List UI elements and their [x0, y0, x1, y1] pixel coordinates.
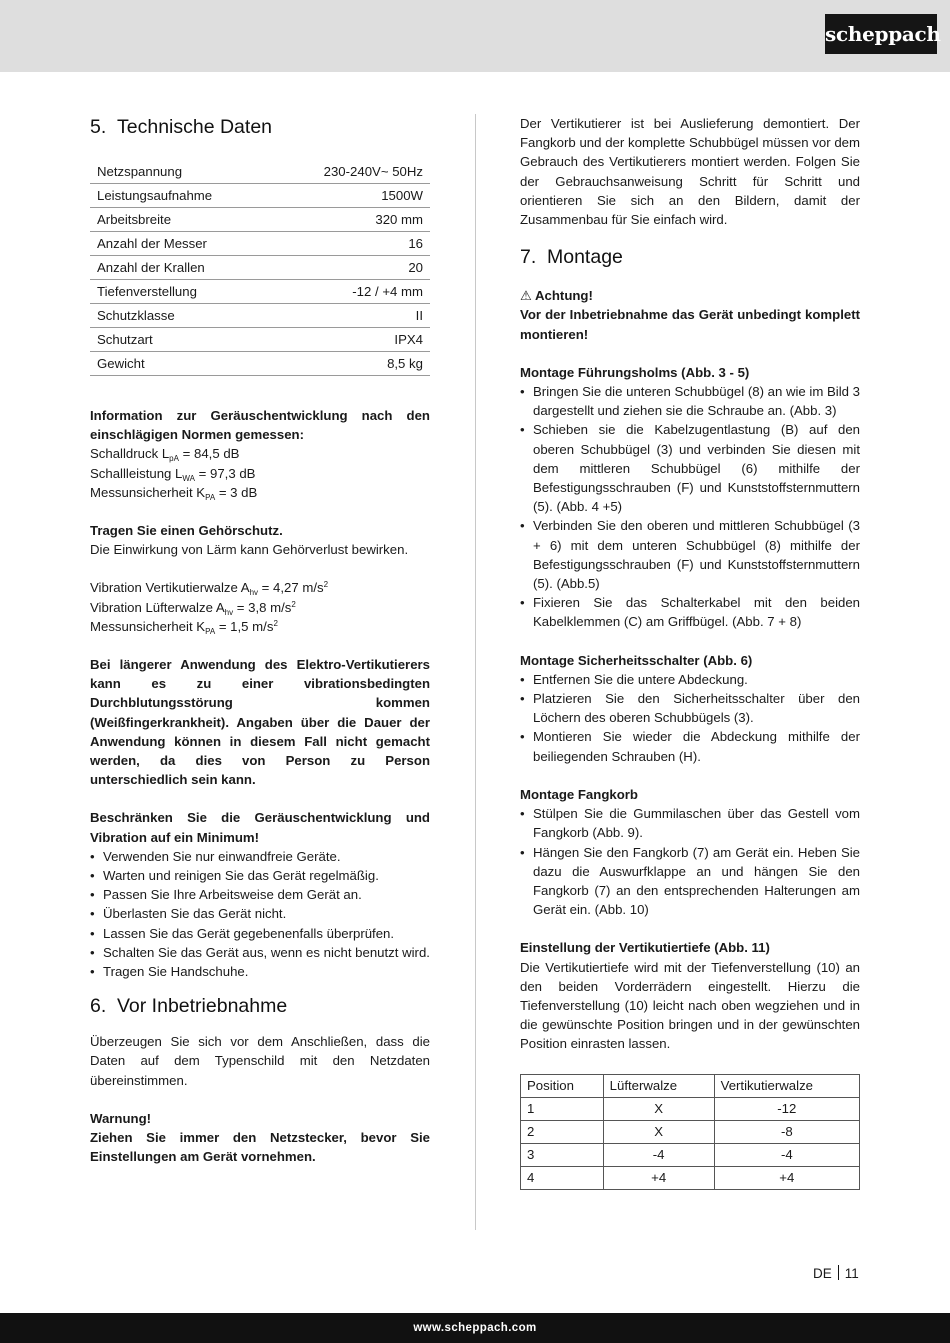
scheppach-logo: scheppach — [825, 14, 937, 54]
spec-label: Schutzklasse — [90, 304, 271, 328]
spec-value: 20 — [271, 256, 430, 280]
vibration-line: Messunsicherheit $K_{PA} = 1,5$ $m/s^2$ — [90, 618, 278, 636]
table-cell: +4 — [714, 1166, 859, 1189]
table-header-row — [521, 1074, 860, 1097]
section-6-text: Überzeugen Sie sich vor dem Anschließen, dass die Daten auf dem Typenschild mit den Netzdaten übereinstimmen. — [90, 1034, 430, 1088]
vibration-line: Vibration Vertikutierwalze $A_{hv} = 4,27$ $m/s^2$ — [90, 580, 329, 598]
list-item: • Tragen Sie Handschuhe. — [90, 962, 430, 981]
spec-row — [90, 304, 430, 328]
spec-row — [90, 280, 430, 304]
spec-label: Tiefenverstellung — [90, 280, 271, 304]
table-cell: -4 — [714, 1143, 859, 1166]
spec-value: IPX4 — [271, 328, 430, 352]
noise-line: Schallleistung $L_{WA} = 97,3$ dB — [90, 465, 256, 483]
limit-heading: Beschränken Sie die Geräuschentwicklung und Vibration auf ein Minimum! — [90, 810, 430, 845]
list-item: • Stülpen Sie die Gummilaschen über das Gestell vom Fangkorb (Abb. 9). — [520, 804, 860, 842]
table-row — [521, 1143, 860, 1166]
section-5-heading: 5. Technische Daten — [90, 116, 273, 138]
column-divider — [475, 114, 476, 1230]
table-cell: X — [603, 1120, 714, 1143]
page-number-separator — [838, 1265, 839, 1280]
section-6-heading: 6. Vor Inbetriebnahme — [90, 995, 288, 1018]
basket-heading: Montage Fangkorb — [520, 786, 638, 802]
long-use-warning: Bei längerer Anwendung des Elektro-Vertikutierers kann es zu einer vibrationsbedingten Durchblutungsstörung kommen (Weißfingerkrankheit). Angaben über die Dauer der Anwendung können in diesem Fall nicht gemacht werden, da dies von Person zu Person unterschiedlich sein kann. — [90, 657, 430, 788]
spec-value: 8,5 kg — [271, 352, 430, 376]
spec-row — [90, 208, 430, 232]
left-column — [90, 114, 430, 1167]
spec-row — [90, 256, 430, 280]
holm-list — [520, 382, 860, 632]
table-cell: -8 — [714, 1120, 859, 1143]
spec-value: 230-240V~ 50Hz — [271, 160, 430, 184]
switch-heading: Montage Sicherheitsschalter (Abb. 6) — [520, 652, 753, 668]
right-column — [520, 114, 860, 1190]
table-cell: 1 — [521, 1097, 604, 1120]
basket-list — [520, 804, 860, 919]
spec-label: Gewicht — [90, 352, 271, 376]
depth-heading: Einstellung der Vertikutiertiefe (Abb. 11) — [520, 940, 770, 956]
list-item: • Entfernen Sie die untere Abdeckung. — [520, 670, 860, 689]
attention-title: ⚠ Achtung! — [520, 288, 593, 304]
footer-bar — [0, 1313, 950, 1343]
spec-value: 1500W — [271, 184, 430, 208]
table-cell: -12 — [714, 1097, 859, 1120]
table-cell: X — [603, 1097, 714, 1120]
warning-triangle-icon: ⚠ — [520, 288, 532, 304]
noise-line: Schalldruck $L_{pA} = 84,5$ dB — [90, 446, 240, 464]
table-cell: 4 — [521, 1166, 604, 1189]
warning-title: Warnung! — [90, 1110, 152, 1126]
website-link[interactable]: www.scheppach.com — [413, 1322, 537, 1334]
spec-value: II — [271, 304, 430, 328]
intro-text: Der Vertikutierer ist bei Auslieferung demontiert. Der Fangkorb und der komplette Schubbügel müssen vor dem Gebrauch des Vertikutierers montiert werden. Folgen Sie der Gebrauchsanweisung Schritt für Schritt und orientieren Sie sich an den Bildern, damit der Zusammenbau für Sie einfach wird. — [520, 116, 860, 228]
list-item: • Hängen Sie den Fangkorb (7) am Gerät ein. Heben Sie dazu die Auswurfklappe an und hängen Sie den Fangkorb (7) an den entsprechenden Halterungen am Gerät ein. (Abb. 10) — [520, 843, 860, 920]
table-cell: 3 — [521, 1143, 604, 1166]
spec-value: 16 — [271, 232, 430, 256]
spec-row — [90, 328, 430, 352]
table-cell: +4 — [603, 1166, 714, 1189]
table-header-cell: Lüfterwalze — [603, 1074, 714, 1097]
technical-data-table — [90, 160, 430, 376]
list-item: • Montieren Sie wieder die Abdeckung mithilfe der beiliegenden Schrauben (H). — [520, 727, 860, 765]
list-item: • Lassen Sie das Gerät gegebenenfalls überprüfen. — [90, 924, 430, 943]
spec-row — [90, 160, 430, 184]
spec-row — [90, 184, 430, 208]
table-header-cell: Vertikutierwalze — [714, 1074, 859, 1097]
spec-label: Schutzart — [90, 328, 271, 352]
page-number: DE 11 — [813, 1266, 859, 1281]
list-item: • Passen Sie Ihre Arbeitsweise dem Gerät an. — [90, 885, 430, 904]
list-item: • Fixieren Sie das Schalterkabel mit den beiden Kabelklemmen (C) am Griffbügel. (Abb. 7 + 8) — [520, 593, 860, 631]
header-bar — [0, 0, 950, 72]
spec-label: Leistungsaufnahme — [90, 184, 271, 208]
list-item: • Bringen Sie die unteren Schubbügel (8) an wie im Bild 3 dargestellt und ziehen sie die Schraube an. (Abb. 3) — [520, 382, 860, 420]
list-item: • Überlasten Sie das Gerät nicht. — [90, 904, 430, 923]
table-row — [521, 1166, 860, 1189]
switch-list — [520, 670, 860, 766]
list-item: • Verbinden Sie den oberen und mittleren Schubbügel (3 + 6) mit dem unteren Schubbügel (8) mithilfe der Befestigungsschrauben (F) und Kunststoffsternmuttern (5). (Abb.5) — [520, 516, 860, 593]
spec-label: Anzahl der Krallen — [90, 256, 271, 280]
warning-text: Ziehen Sie immer den Netzstecker, bevor Sie Einstellungen am Gerät vornehmen. — [90, 1130, 430, 1165]
section-7-heading: 7. Montage — [520, 246, 623, 269]
vibration-line: Vibration Lüfterwalze $A_{hv} = 3,8$ $m/s^2$ — [90, 599, 296, 617]
spec-row — [90, 232, 430, 256]
vibration-values — [90, 578, 430, 636]
holm-heading: Montage Führungsholms (Abb. 3 - 5) — [520, 364, 750, 380]
attention-text: Vor der Inbetriebnahme das Gerät unbedingt komplett montieren! — [520, 307, 860, 342]
list-item: • Warten und reinigen Sie das Gerät regelmäßig. — [90, 866, 430, 885]
depth-text: Die Vertikutiertiefe wird mit der Tiefenverstellung (10) an den beiden Vorderrädern eingestellt. Hierzu die Tiefenverstellung (10) leicht nach oben wegziehen und in die gewünschte Position bringen und in der gewünschten Position einrasten lassen. — [520, 959, 860, 1052]
table-cell: 2 — [521, 1120, 604, 1143]
list-item: • Schalten Sie das Gerät aus, wenn es nicht benutzt wird. — [90, 943, 430, 962]
spec-value: 320 mm — [271, 208, 430, 232]
table-row — [521, 1097, 860, 1120]
table-header-cell: Position — [521, 1074, 604, 1097]
hearing-protection-heading: Tragen Sie einen Gehörschutz. — [90, 523, 283, 539]
noise-values — [90, 444, 430, 502]
limit-list — [90, 847, 430, 981]
table-cell: -4 — [603, 1143, 714, 1166]
depth-position-table — [520, 1074, 860, 1190]
list-item: • Verwenden Sie nur einwandfreie Geräte. — [90, 847, 430, 866]
spec-row — [90, 352, 430, 376]
noise-heading: Information zur Geräuschentwicklung nach den einschlägigen Normen gemessen: — [90, 408, 430, 443]
spec-label: Anzahl der Messer — [90, 232, 271, 256]
table-row — [521, 1120, 860, 1143]
spec-label: Arbeitsbreite — [90, 208, 271, 232]
spec-label: Netzspannung — [90, 160, 271, 184]
spec-value: -12 / +4 mm — [271, 280, 430, 304]
list-item: • Platzieren Sie den Sicherheitsschalter über den Löchern des oberen Schubbügels (3). — [520, 689, 860, 727]
noise-line: Messunsicherheit $K_{PA} = 3$ dB — [90, 484, 258, 502]
list-item: • Schieben sie die Kabelzugentlastung (B) auf den oberen Schubbügel (3) und verbinden Sie diesen mit dem mittleren Schubbügel (6) mithilfe der Befestigungsschrauben (F) und Kunststoffsternmuttern (5). (Abb. 4 +5) — [520, 420, 860, 516]
hearing-protection-text: Die Einwirkung von Lärm kann Gehörverlust bewirken. — [90, 542, 409, 558]
